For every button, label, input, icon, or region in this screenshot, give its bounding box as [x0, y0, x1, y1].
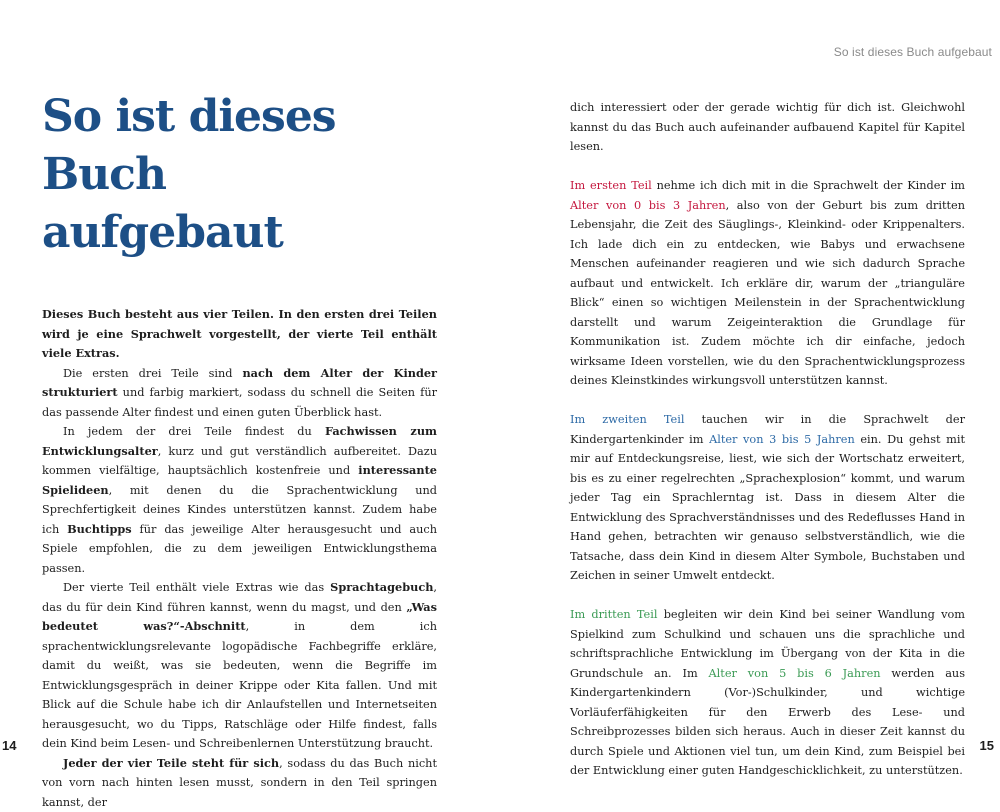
bold-run: Jeder der vier Teile steht für sich: [63, 756, 279, 770]
running-header: So ist dieses Buch aufgebaut: [834, 45, 992, 59]
text-run: , mit denen du die Sprachentwicklung und Sprechfertigkeit deines Kindes unterstützen kannst. Zudem habe ich: [42, 484, 437, 536]
text-run: für das jeweilige Alter herausgesucht und auch Spiele empfohlen, die zu dem jeweiligen Entwicklungsthema passen.: [42, 523, 437, 575]
part-three-label: Im dritten Teil: [570, 608, 657, 621]
bold-run: nach dem Alter der Kinder strukturiert: [42, 366, 437, 400]
part-one-label: Im ersten Teil: [570, 179, 652, 192]
text-run: In jedem der drei Teile findest du: [63, 425, 325, 438]
text-run: Der vierte Teil enthält viele Extras wie das: [63, 581, 330, 594]
text-run: , in dem ich sprachentwicklungsrelevante logopädische Fachbegriffe erkläre, damit du weißt, was sie bedeuten, wenn die Begriffe im Entwicklungsgespräch in deiner Krippe oder Kita fallen. Und mit Blick auf die Schule habe ich dir Anlaufstellen und Internetseiten herausgesucht, wo du Tipps, Ratschläge oder Hilfe findest, falls dein Kind beim Lesen- und Schreibenlernen Unterstützung braucht.: [42, 620, 437, 750]
text-run: begleiten wir dein Kind bei seiner Wandlung vom Spielkind zum Schulkind und schauen uns die sprachliche und schriftsprachliche Entwicklung im Übergang von der Kita in die Grundschule an. Im: [570, 608, 965, 680]
text-run: , das du für dein Kind führen kannst, wenn du magst, und den: [42, 581, 437, 614]
right-body-text: [570, 98, 965, 781]
right-page: [500, 0, 1000, 800]
intro-paragraph: [42, 305, 437, 364]
bold-run: Fachwissen zum Entwicklungsalter: [42, 424, 437, 458]
part-three-paragraph: [570, 605, 965, 781]
part-two-age: Alter von 3 bis 5 Jahren: [709, 433, 855, 446]
text-run: ein. Du gehst mit mir auf Entdeckungsreise, liest, wie sich der Wortschatz erweitert, bis es zu einer regelrechten „Sprachexplosion“ kommt, und warum jeder Tag ein Sprachlerntag ist. Dass in diesem Alter die Entwicklung des Sprachverständnisses und des Redeflusses Hand in Hand gehen, betrachten wir genauso selbstverständlich, wie die Tatsache, dass dein Kind in diesem Alter Symbole, Buchstaben und Zeichen in seiner Umwelt entdeckt.: [570, 433, 965, 583]
chapter-title-line-2: aufgebaut: [42, 207, 283, 258]
bold-run: „Was bedeutet was?“-Abschnitt: [42, 600, 437, 634]
part-one-paragraph: [570, 176, 965, 391]
text-run: und farbig markiert, sodass du schnell die Seiten für das passende Alter findest und einen guten Überblick hast.: [42, 386, 437, 419]
chapter-title: [42, 88, 462, 262]
bold-run: Sprachtagebuch: [330, 580, 433, 594]
text-run: , sodass du das Buch nicht von vorn nach hinten lesen musst, sondern in den Teil springen kannst, der: [42, 757, 437, 809]
page-number-right: 15: [980, 738, 994, 753]
text-run: , also von der Geburt bis zum dritten Lebensjahr, die Zeit des Säuglings-, Kleinkind- oder Krippenalters. Ich lade dich ein zu entdecken, wie Babys und erwachsene Menschen aufeinander reagieren und wie sich dadurch Sprache aufbaut und entwickelt. Ich erkläre dir, warum der „trianguläre Blick“ einen so wichtigen Meilenstein in der Sprachentwicklung darstellt und warum Zeigeinteraktion die Grundlage für Kommunikation ist. Zudem möchte ich dir einfache, jedoch wirksame Ideen vorstellen, wie du den Sprachentwicklungsprozess deines Kleinstkindes wirkungsvoll unterstützen kannst.: [570, 199, 965, 388]
text-run: Die ersten drei Teile sind: [63, 367, 242, 380]
standalone-paragraph: [42, 754, 437, 812]
text-run: werden aus Kindergartenkindern (Vor-)Schulkinder, und wichtige Vorläuferfähigkeiten für den Erwerb des Lese- und Schreibprozesses bilden sich heraus. Auch in dieser Zeit kannst du durch Spiele und Aktionen viel tun, um dein Kind, zum Beispiel bei der Entwicklung einer guten Handgeschicklichkeit, zu unterstützen.: [570, 667, 965, 778]
chapter-title-line-1: So ist dieses Buch: [42, 91, 336, 200]
text-run: tauchen wir in die Sprachwelt der Kindergartenkinder im: [570, 413, 965, 446]
part-two-label: Im zweiten Teil: [570, 413, 684, 426]
content-paragraph: [42, 422, 437, 578]
text-run: , kurz und gut verständlich aufbereitet. Dazu kommen vielfältige, hauptsächlich kostenfreie und: [42, 445, 437, 478]
part-one-age: Alter von 0 bis 3 Jahren: [570, 199, 726, 212]
page-number-left: 14: [2, 738, 16, 753]
part-three-age: Alter von 5 bis 6 Jahren: [709, 667, 881, 680]
left-page: [0, 0, 500, 800]
structure-paragraph: [42, 364, 437, 423]
part-two-paragraph: [570, 410, 965, 586]
bold-run: Buchtipps: [67, 522, 132, 536]
continuation-paragraph: dich interessiert oder der gerade wichtig für dich ist. Gleichwohl kannst du das Buch auch aufeinander aufbauend Kapitel für Kapitel lesen.: [570, 98, 965, 157]
left-body-text: [42, 305, 437, 812]
extras-paragraph: [42, 578, 437, 754]
bold-run: interessante Spielideen: [42, 463, 437, 497]
text-run: nehme ich dich mit in die Sprachwelt der Kinder im: [652, 179, 965, 192]
intro-bold-text: Dieses Buch besteht aus vier Teilen. In den ersten drei Teilen wird je eine Sprachwelt vorgestellt, der vierte Teil enthält viele Extras.: [42, 307, 437, 360]
